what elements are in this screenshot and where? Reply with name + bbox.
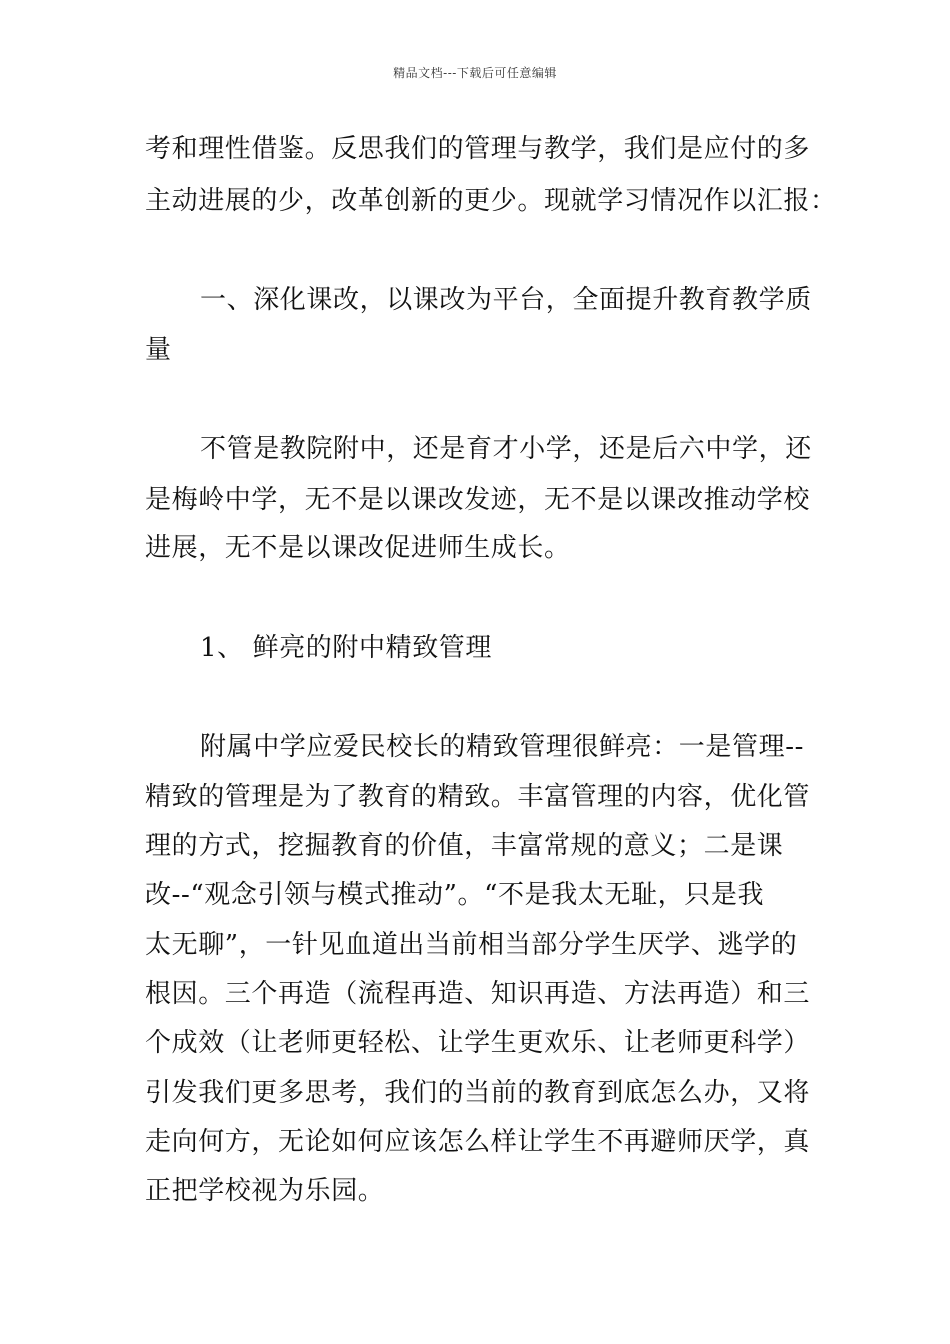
body-line: 改--“观念引领与模式推动”。“不是我太无耻，只是我 [145, 880, 765, 910]
body-line: 是梅岭中学，无不是以课改发迹，无不是以课改推动学校 [145, 485, 811, 515]
body-line: 理的方式，挖掘教育的价值，丰富常规的意义；二是课 [145, 831, 784, 861]
body-line: 考和理性借鉴。反思我们的管理与教学，我们是应付的多 [145, 134, 811, 164]
section-heading: 一、深化课改，以课改为平台，全面提升教育教学质 [200, 285, 812, 315]
body-line: 正把学校视为乐园。 [145, 1176, 385, 1206]
body-line: 附属中学应爱民校长的精致管理很鲜亮：一是管理-- [200, 732, 804, 762]
body-line: 太无聊”，一针见血道出当前相当部分学生厌学、逃学的 [145, 930, 798, 960]
body-line: 进展，无不是以课改促进师生成长。 [145, 533, 571, 563]
body-line: 根因。三个再造（流程再造、知识再造、方法再造）和三 [145, 979, 811, 1009]
body-line: 个成效（让老师更轻松、让学生更欢乐、让老师更科学） [145, 1028, 811, 1058]
body-line: 精致的管理是为了教育的精致。丰富管理的内容，优化管 [145, 782, 811, 812]
body-line: 主动进展的少，改革创新的更少。现就学习情况作以汇报： [145, 186, 837, 216]
body-line: 引发我们更多思考，我们的当前的教育到底怎么办，又将 [145, 1078, 811, 1108]
body-line: 不管是教院附中，还是育才小学，还是后六中学，还 [200, 434, 812, 464]
section-heading: 量 [145, 335, 172, 365]
page-header: 精品文档---下载后可任意编辑 [393, 66, 557, 80]
body-line: 走向何方，无论如何应该怎么样让学生不再避师厌学，真 [145, 1127, 811, 1157]
subsection-heading: 1、 鲜亮的附中精致管理 [200, 633, 493, 663]
